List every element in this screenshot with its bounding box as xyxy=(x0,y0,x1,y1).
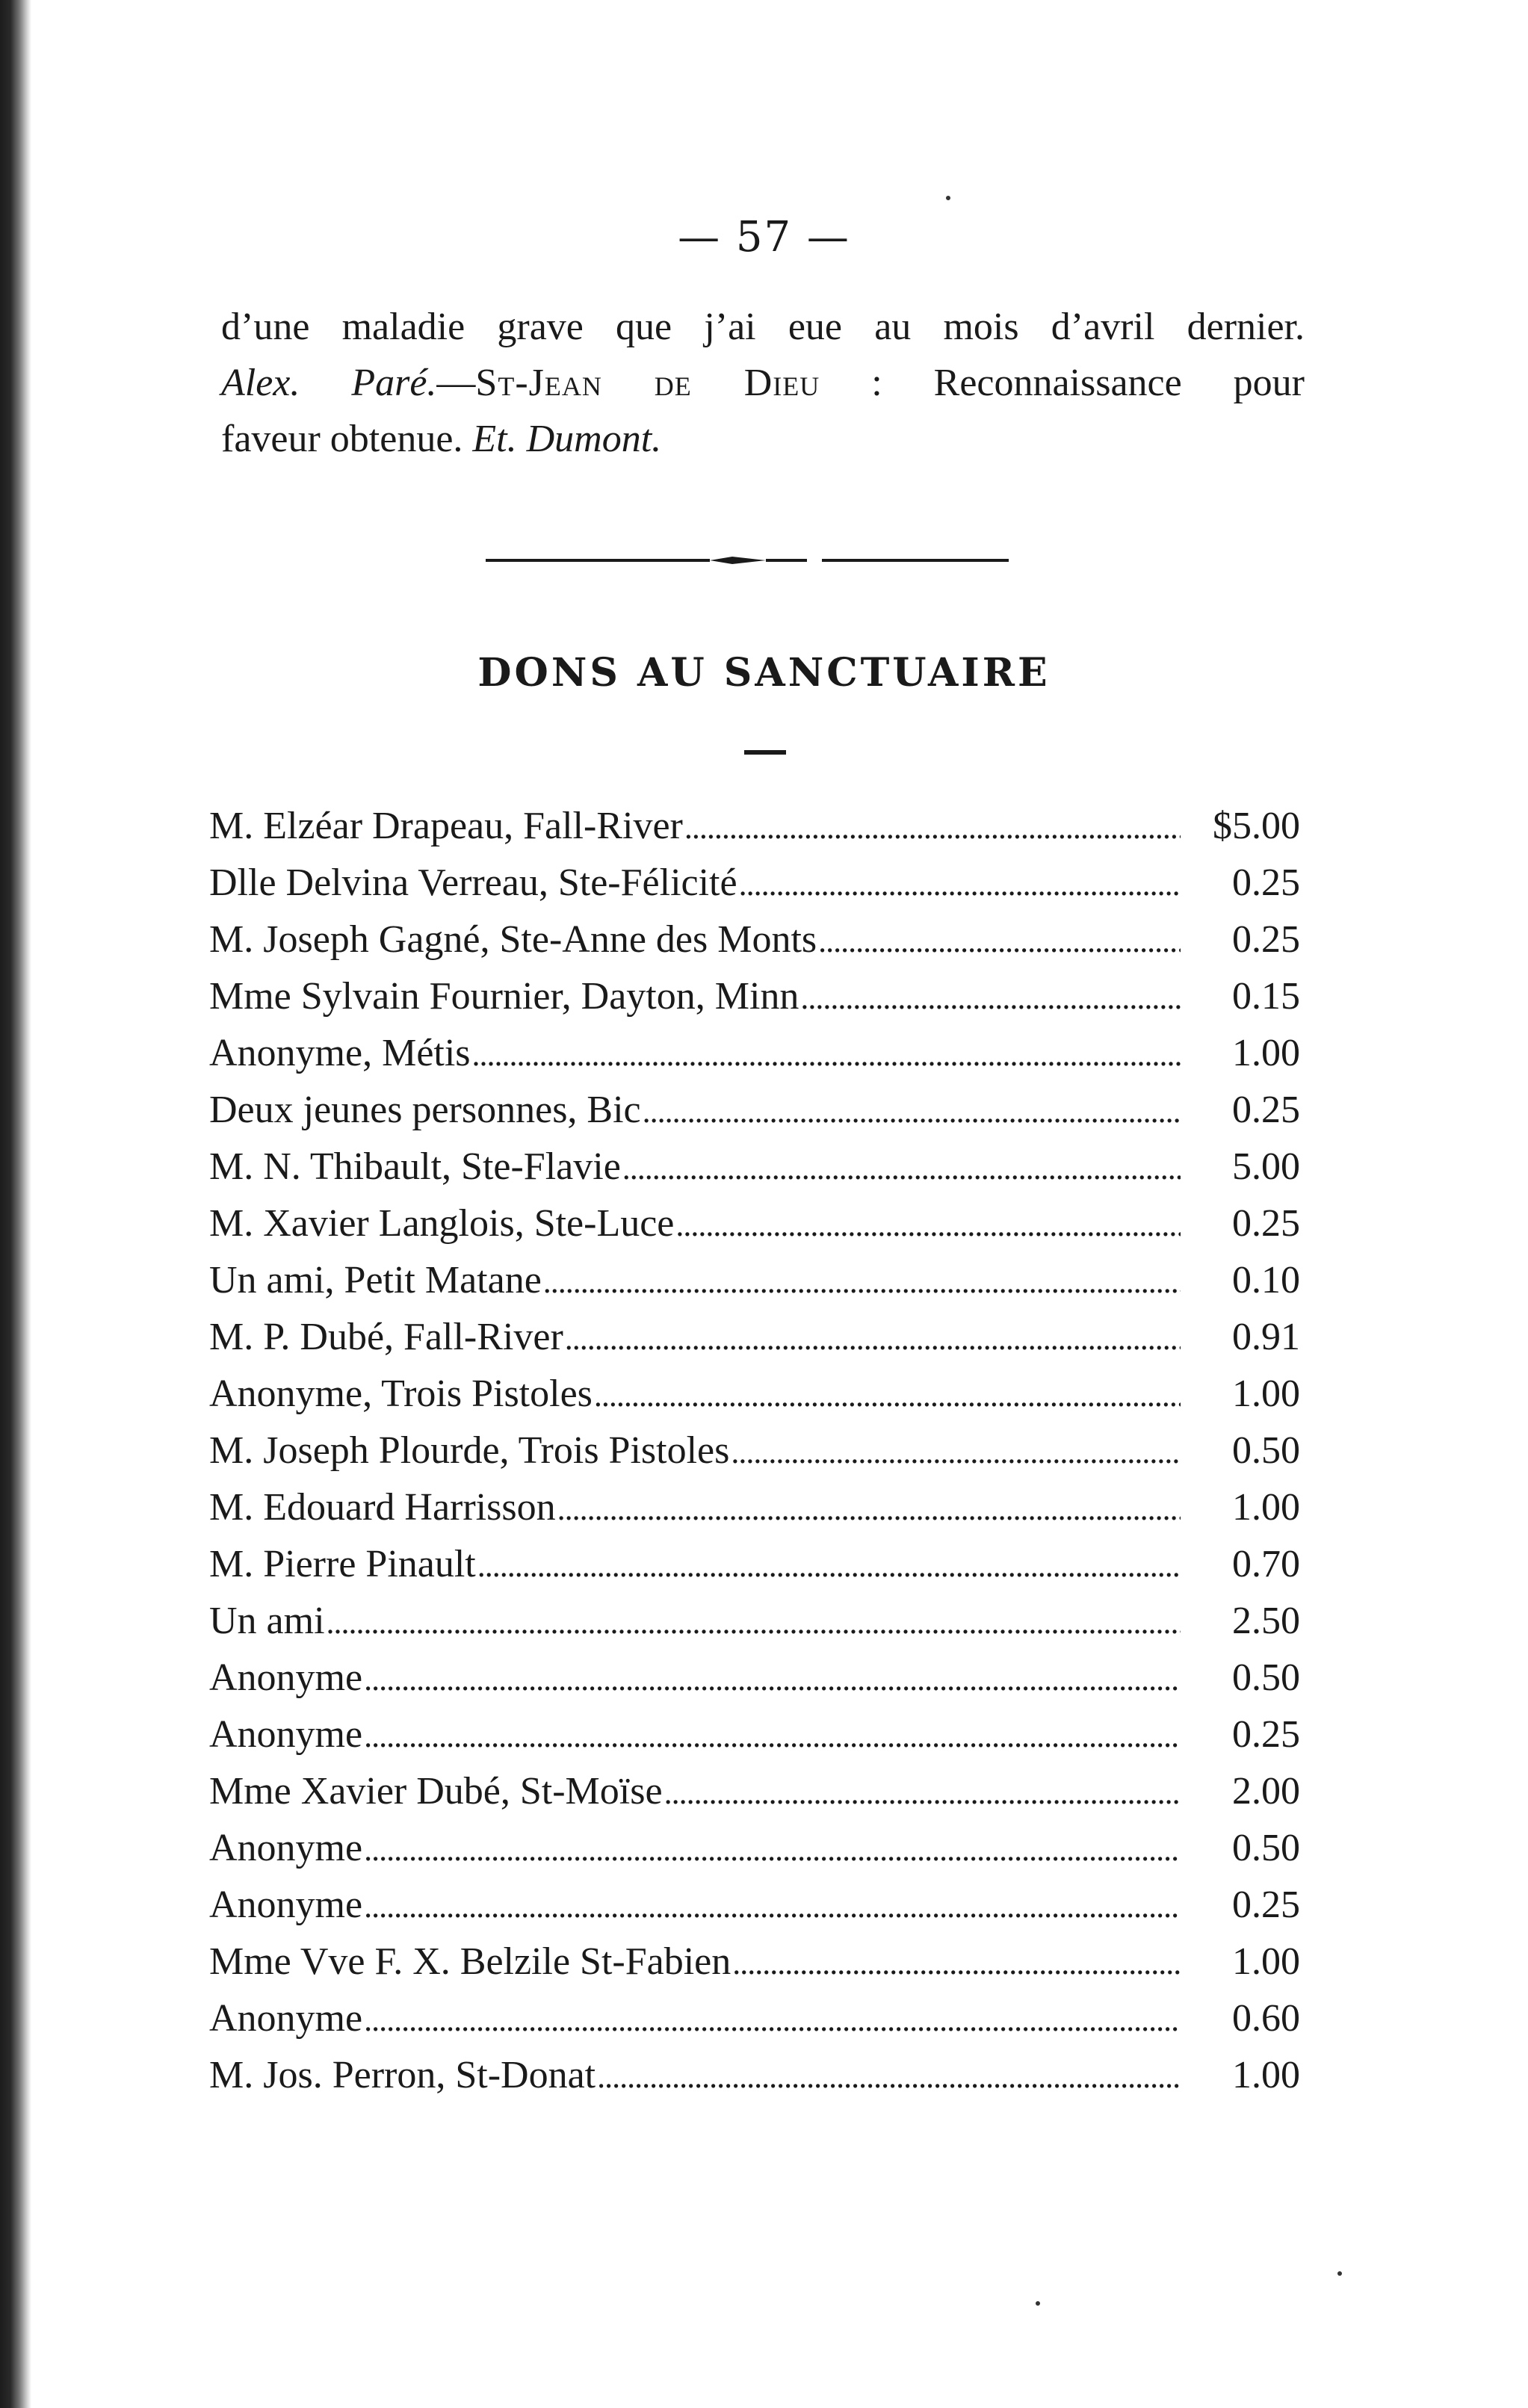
donor-name: Anonyme, Métis xyxy=(209,1032,471,1074)
list-item xyxy=(209,855,1300,911)
print-speck xyxy=(946,196,950,200)
print-speck xyxy=(1036,2301,1040,2306)
list-item xyxy=(209,1252,1300,1309)
donation-amount: 0.10 xyxy=(1232,1259,1300,1302)
donation-amount: 0.25 xyxy=(1232,1884,1300,1926)
list-item xyxy=(209,798,1300,855)
dot-leader xyxy=(622,1139,1181,1195)
donation-amount: 0.50 xyxy=(1232,1827,1300,1869)
donor-name: Mme Xavier Dubé, St-Moïse xyxy=(209,1770,663,1813)
donor-name: M. N. Thibault, Ste-Flavie xyxy=(209,1145,621,1188)
list-item xyxy=(209,1650,1300,1706)
list-item xyxy=(209,1593,1300,1650)
dot-leader xyxy=(684,798,1181,855)
donation-amount: 1.00 xyxy=(1232,2054,1300,2096)
intro-line-2 xyxy=(221,355,1305,411)
dot-leader xyxy=(364,1820,1181,1877)
dot-leader xyxy=(364,1706,1181,1763)
intro-line-3 xyxy=(221,411,1305,467)
donations-list xyxy=(209,798,1300,2104)
dot-leader xyxy=(543,1252,1181,1309)
dot-leader xyxy=(565,1309,1181,1366)
donation-amount: 0.60 xyxy=(1232,1997,1300,2040)
dot-leader xyxy=(800,968,1181,1025)
list-item xyxy=(209,1536,1300,1593)
donor-name: M. Xavier Langlois, Ste-Luce xyxy=(209,1202,675,1245)
list-item xyxy=(209,1082,1300,1139)
donor-name: Deux jeunes personnes, Bic xyxy=(209,1089,641,1131)
section-title: DONS AU SANCTUAIRE xyxy=(477,650,1051,696)
donation-amount: 1.00 xyxy=(1232,1372,1300,1415)
donor-name: Anonyme xyxy=(209,1884,363,1926)
dot-leader xyxy=(364,1877,1181,1934)
donation-amount: 0.70 xyxy=(1232,1543,1300,1585)
list-item xyxy=(209,2047,1300,2104)
dot-leader xyxy=(664,1763,1181,1820)
list-item xyxy=(209,1025,1300,1082)
dot-leader xyxy=(472,1025,1181,1082)
donor-name: Un ami, Petit Matane xyxy=(209,1259,542,1302)
donor-name: Dlle Delvina Verreau, Ste-Félicité xyxy=(209,861,737,904)
dot-leader xyxy=(364,1990,1181,2047)
donation-amount: 2.00 xyxy=(1232,1770,1300,1813)
list-item xyxy=(209,1139,1300,1195)
donor-name: M. P. Dubé, Fall-River xyxy=(209,1316,563,1358)
dot-leader xyxy=(594,1366,1181,1423)
donation-amount: 2.50 xyxy=(1232,1600,1300,1642)
dot-leader xyxy=(364,1650,1181,1706)
donation-amount: 0.25 xyxy=(1232,1713,1300,1756)
list-item xyxy=(209,1366,1300,1423)
donation-amount: 0.25 xyxy=(1232,1089,1300,1131)
intro-dash: — xyxy=(436,362,476,404)
donation-amount: 5.00 xyxy=(1232,1145,1300,1188)
short-rule xyxy=(744,750,786,755)
list-item xyxy=(209,1990,1300,2047)
intro-author-pare: Alex. Paré. xyxy=(221,362,437,404)
donor-name: Anonyme xyxy=(209,1713,363,1756)
list-item xyxy=(209,911,1300,968)
list-item xyxy=(209,1423,1300,1479)
list-item xyxy=(209,1877,1300,1934)
donor-name: Mme Vve F. X. Belzile St-Fabien xyxy=(209,1940,731,1983)
donor-name: Anonyme, Trois Pistoles xyxy=(209,1372,593,1415)
intro-author-dumont: Et. Dumont. xyxy=(472,418,662,460)
intro-line-1: d’une maladie grave que j’ai eue au mois d’avril dernier. xyxy=(221,306,1305,348)
donation-amount: 1.00 xyxy=(1232,1486,1300,1529)
donor-name: M. Joseph Gagné, Ste-Anne des Monts xyxy=(209,918,817,961)
donation-amount: 0.50 xyxy=(1232,1429,1300,1472)
page-number: — 57 — xyxy=(678,213,850,261)
list-item xyxy=(209,1934,1300,1990)
list-item xyxy=(209,1309,1300,1366)
dot-leader xyxy=(327,1593,1181,1650)
donor-name: M. Pierre Pinault xyxy=(209,1543,476,1585)
donation-amount: 1.00 xyxy=(1232,1032,1300,1074)
donation-amount: 0.25 xyxy=(1232,918,1300,961)
list-item xyxy=(209,1479,1300,1536)
donation-amount: 0.25 xyxy=(1232,1202,1300,1245)
donation-amount: 0.50 xyxy=(1232,1656,1300,1699)
donor-name: M. Edouard Harrisson xyxy=(209,1486,556,1529)
donor-name: Mme Sylvain Fournier, Dayton, Minn xyxy=(209,975,799,1018)
list-item xyxy=(209,1195,1300,1252)
dot-leader xyxy=(477,1536,1181,1593)
dot-leader xyxy=(739,855,1181,911)
dot-leader xyxy=(818,911,1181,968)
donor-name: M. Elzéar Drapeau, Fall-River xyxy=(209,805,683,847)
list-item xyxy=(209,1820,1300,1877)
dot-leader xyxy=(557,1479,1181,1536)
donor-name: Un ami xyxy=(209,1600,325,1642)
intro-faveur: faveur obtenue. xyxy=(221,418,473,460)
list-item xyxy=(209,968,1300,1025)
donation-amount: $5.00 xyxy=(1213,805,1300,847)
donor-name: M. Jos. Perron, St-Donat xyxy=(209,2054,596,2096)
dot-leader xyxy=(597,2047,1181,2104)
donation-amount: 1.00 xyxy=(1232,1940,1300,1983)
ornamental-divider xyxy=(486,553,1009,568)
donor-name: Anonyme xyxy=(209,1997,363,2040)
intro-reconnaissance: : Reconnaissance pour xyxy=(820,362,1305,404)
donor-name: Anonyme xyxy=(209,1656,363,1699)
dot-leader xyxy=(731,1423,1181,1479)
donation-amount: 0.91 xyxy=(1232,1316,1300,1358)
donation-amount: 0.25 xyxy=(1232,861,1300,904)
intro-paragraph xyxy=(221,299,1305,467)
donor-name: M. Joseph Plourde, Trois Pistoles xyxy=(209,1429,730,1472)
list-item xyxy=(209,1706,1300,1763)
dot-leader xyxy=(675,1195,1181,1252)
print-speck xyxy=(1337,2271,1342,2276)
dot-leader xyxy=(643,1082,1181,1139)
list-item xyxy=(209,1763,1300,1820)
donor-name: Anonyme xyxy=(209,1827,363,1869)
dot-leader xyxy=(732,1934,1181,1990)
page-binding-edge xyxy=(0,0,31,2408)
intro-saint-jean-de-dieu: St-Jean de Dieu xyxy=(475,362,820,404)
donation-amount: 0.15 xyxy=(1232,975,1300,1018)
